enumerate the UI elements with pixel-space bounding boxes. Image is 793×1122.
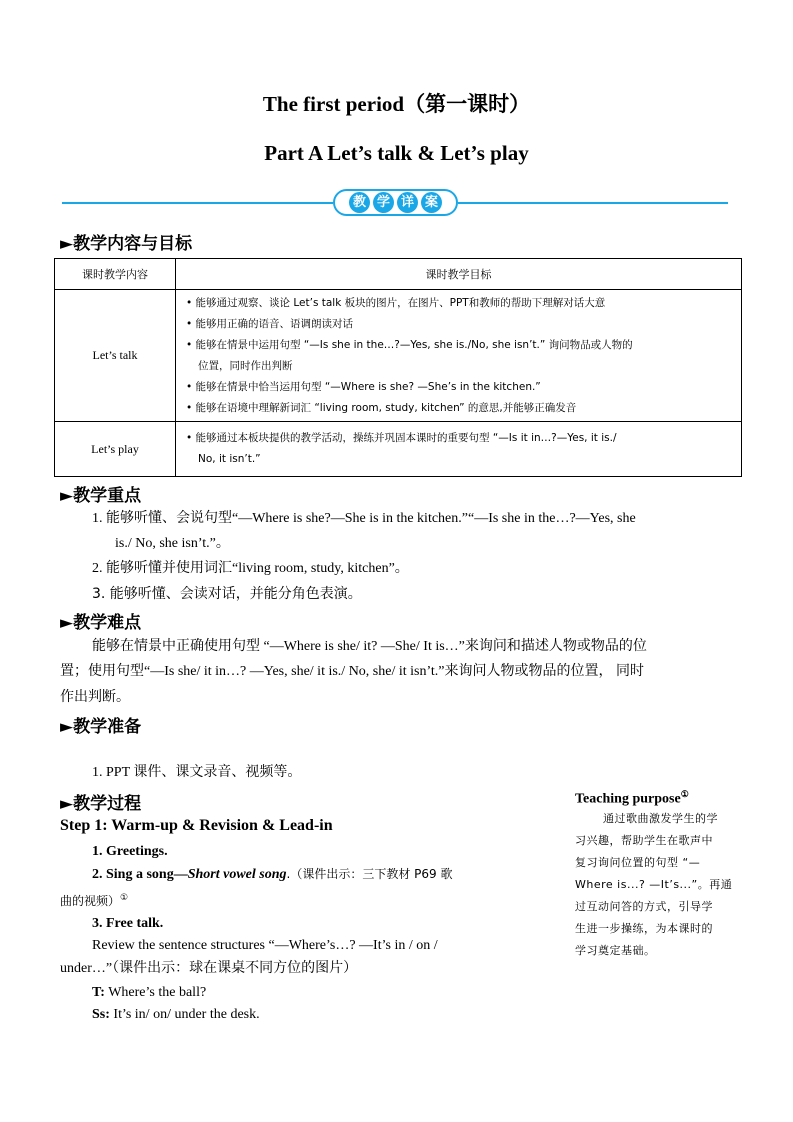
goal-line: • 能够在情景中恰当运用句型 “—Where is she? —She’s in the kitchen.” <box>186 380 541 393</box>
purpose-line: 生进一步操练，为本课时的 <box>575 921 713 935</box>
greetings: 1. Greetings. <box>92 844 168 859</box>
goal-line: • 能够通过本板块提供的教学活动，操练并巩固本课时的重要句型 “—Is it in…?—Yes, it is./ <box>186 432 617 444</box>
teacher-line: Where’s the ball? <box>104 985 207 1000</box>
banner-char: 详 <box>397 192 418 213</box>
table-row <box>55 290 742 422</box>
row-name-lets-play: Let’s play <box>55 422 176 477</box>
students-line: It’s in/ on/ under the desk. <box>109 1007 260 1022</box>
key-point-1-cont: is./ No, she isn’t.”。 <box>115 536 230 551</box>
purpose-line: 过互动问答的方式，引导学 <box>575 899 713 913</box>
difficulty-line: 能够在情景中正确使用句型 “—Where is she/ it? —She/ It is…”来询问和描述人物或物品的位 <box>92 639 647 654</box>
sing-a-song-cont <box>60 886 128 913</box>
goal-line: • 能够通过观察、谈论 Let’s talk 板块的图片，在图片、PPT和教师的帮助下理解对话大意 <box>186 296 606 309</box>
goal-line: • 能够在情景中运用句型 “—Is she in the…?—Yes, she is./No, she isn’t.” 询问物品或人物的 <box>186 338 633 351</box>
table-header-row <box>55 259 742 290</box>
purpose-line: 学习奠定基础。 <box>575 943 656 957</box>
sing-label: 2. Sing a song— <box>92 867 188 882</box>
footnote-marker: ① <box>680 789 689 799</box>
purpose-line: Where is...? —It’s...”。再通 <box>575 877 733 891</box>
teaching-purpose-heading: Teaching purpose① <box>575 789 689 807</box>
preparation-item: 1. PPT 课件、课文录音、视频等。 <box>92 765 302 780</box>
table-row <box>55 422 742 477</box>
review-line: Review the sentence structures “—Where’s…? —It’s in / on / <box>92 938 438 953</box>
header-cell-content: 课时教学内容 <box>55 259 176 290</box>
sing-line2: 曲的视频） <box>60 894 121 908</box>
goal-line: 位置，同时作出判断 <box>198 359 293 372</box>
key-point-3: 3. 能够听懂、会读对话，并能分角色表演。 <box>92 586 362 602</box>
page-subtitle: Part A Let’s talk & Let’s play <box>264 141 529 165</box>
section-heading-preparation: ►教学准备 <box>60 717 142 737</box>
sing-a-song <box>92 862 452 887</box>
page-title: The first period（第一课时） <box>262 92 531 116</box>
footnote-marker: ① <box>120 893 129 903</box>
song-title: Short vowel song <box>187 867 287 882</box>
section-heading-content: ►教学内容与目标 <box>60 234 193 254</box>
section-heading-difficulty: ►教学难点 <box>60 613 142 633</box>
row-goals-lets-play <box>176 422 742 477</box>
teaching-purpose-box <box>575 789 750 962</box>
key-point-2: 2. 能够听懂并使用词汇“living room, study, kitchen”。 <box>92 561 409 576</box>
difficulty-line: 置；使用句型“—Is she/ it in…? —Yes, she/ it is./ No, she/ it isn’t.”来询问人物或物品的位置， 同时 <box>60 664 644 679</box>
banner-char: 案 <box>421 192 442 213</box>
banner-char: 学 <box>373 192 394 213</box>
banner-line-right <box>458 202 728 204</box>
banner-line-left <box>62 202 333 204</box>
row-name-lets-talk: Let’s talk <box>55 290 176 422</box>
sing-note: .（课件出示：三下教材 P69 歌 <box>286 867 453 881</box>
objectives-table <box>54 258 742 477</box>
review-line-cont: under…”（课件出示：球在课桌不同方位的图片） <box>60 961 358 976</box>
dialogue-teacher <box>92 981 206 1005</box>
free-talk: 3. Free talk. <box>92 916 164 931</box>
dialogue-students <box>92 1003 260 1027</box>
step-1-heading: Step 1: Warm-up & Revision & Lead-in <box>60 817 333 834</box>
goal-line: • 能够用正确的语音、语调朗读对话 <box>186 317 354 330</box>
goal-line: No, it isn’t.” <box>198 453 261 465</box>
speaker-teacher: T: <box>92 985 105 1000</box>
difficulty-line: 作出判断。 <box>60 689 130 705</box>
section-heading-key-points: ►教学重点 <box>60 486 142 506</box>
header-cell-goals: 课时教学目标 <box>176 259 742 290</box>
speaker-students: Ss: <box>92 1007 110 1022</box>
purpose-line: 复习询问位置的句型 “— <box>575 855 701 869</box>
banner-char: 教 <box>349 192 370 213</box>
key-point-1: 1. 能够听懂、会说句型“—Where is she?—She is in the kitchen.”“—Is she in the…?—Yes, she <box>92 511 636 526</box>
purpose-line: 习兴趣，帮助学生在歌声中 <box>575 833 713 847</box>
row-goals-lets-talk <box>176 290 742 422</box>
purpose-line: 通过歌曲激发学生的学 <box>603 811 718 825</box>
goal-line: • 能够在语境中理解新词汇 “living room, study, kitchen” 的意思,并能够正确发音 <box>186 401 577 414</box>
section-heading-process: ►教学过程 <box>60 794 142 814</box>
lesson-plan-banner <box>333 189 458 216</box>
